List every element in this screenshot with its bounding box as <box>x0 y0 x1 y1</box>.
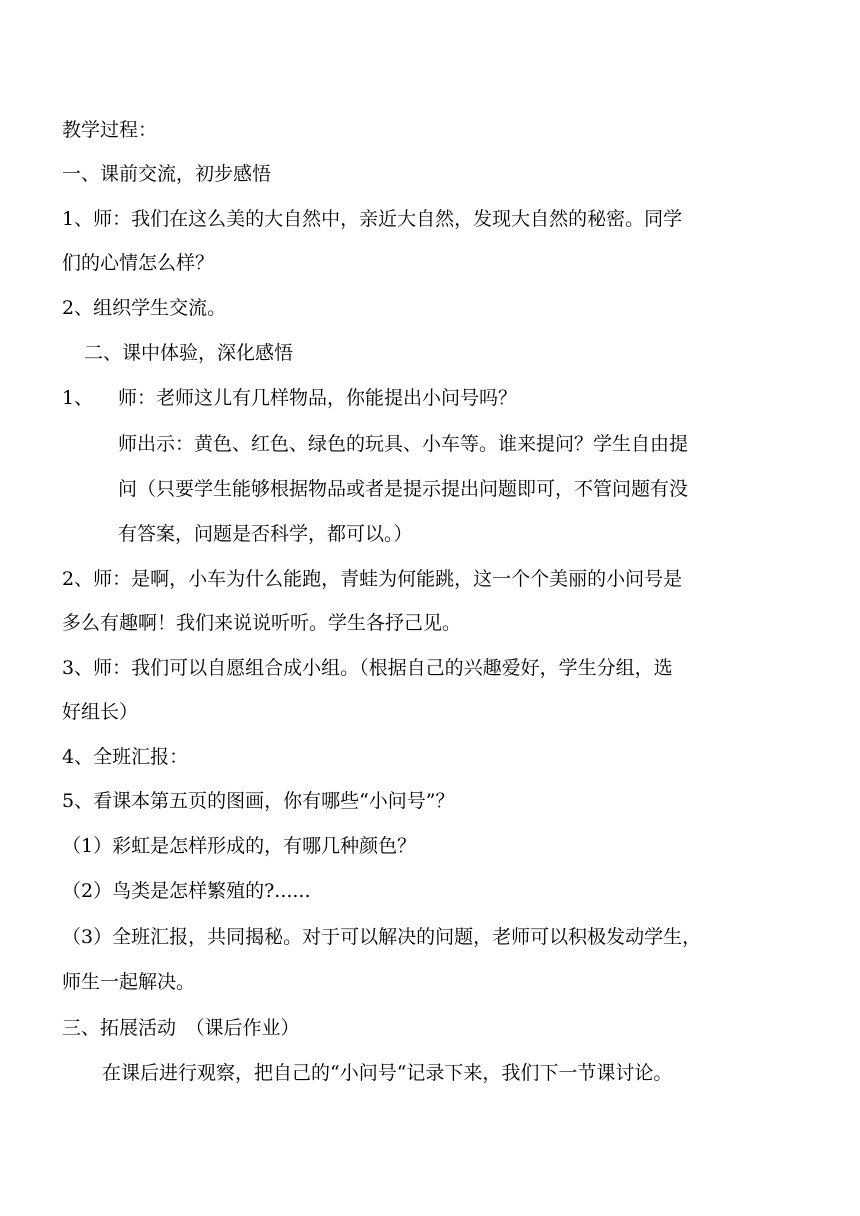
section2-sub3-line2: 师生一起解决。 <box>62 971 196 993</box>
section1-item2: 2、组织学生交流。 <box>62 297 227 319</box>
section1-title: 一、课前交流，初步感悟 <box>62 163 272 185</box>
section2-item2-line2: 多么有趣啊！我们来说说听听。学生各抒己见。 <box>62 612 462 634</box>
section1-item1-line1: 1、师：我们在这么美的大自然中，亲近大自然，发现大自然的秘密。同学 <box>62 208 683 230</box>
section2-item4: 4、全班汇报： <box>62 746 189 768</box>
section3-text: 在课后进行观察，把自己的“小问号“记录下来，我们下一节课讨论。 <box>102 1062 673 1084</box>
section2-sub2: （2）鸟类是怎样繁殖的?...... <box>62 880 311 902</box>
section2-item1-sub-line1: 师出示：黄色、红色、绿色的玩具、小车等。谁来提问？学生自由提 <box>118 433 689 455</box>
section2-sub1: （1）彩虹是怎样形成的，有哪几种颜色？ <box>62 835 417 857</box>
section2-item3-line1: 3、师：我们可以自愿组合成小组。（根据自己的兴趣爱好，学生分组，选 <box>62 657 673 679</box>
section2-item1-text: 师：老师这儿有几样物品，你能提出小问号吗？ <box>118 387 518 409</box>
section2-item5: 5、看课本第五页的图画，你有哪些“小问号”？ <box>62 790 455 812</box>
section2-item2-line1: 2、师：是啊，小车为什么能跑，青蛙为何能跳，这一个个美丽的小问号是 <box>62 568 683 590</box>
section1-item1-line2: 们的心情怎么样？ <box>62 252 215 274</box>
section3-title: 三、拓展活动 （课后作业） <box>62 1017 300 1039</box>
section2-item1-sub-line3: 有答案，问题是否科学，都可以。） <box>118 523 413 545</box>
section2-title: 二、课中体验，深化感悟 <box>84 342 294 364</box>
section2-sub3-line1: （3）全班汇报，共同揭秘。对于可以解决的问题，老师可以积极发动学生， <box>62 926 702 948</box>
section2-item3-line2: 好组长） <box>62 701 139 723</box>
section2-item1-number: 1、 <box>62 387 94 409</box>
section2-item1-sub-line2: 问（只要学生能够根据物品或者是提示提出问题即可，不管问题有没 <box>118 478 689 500</box>
lesson-process-heading: 教学过程： <box>62 119 158 141</box>
